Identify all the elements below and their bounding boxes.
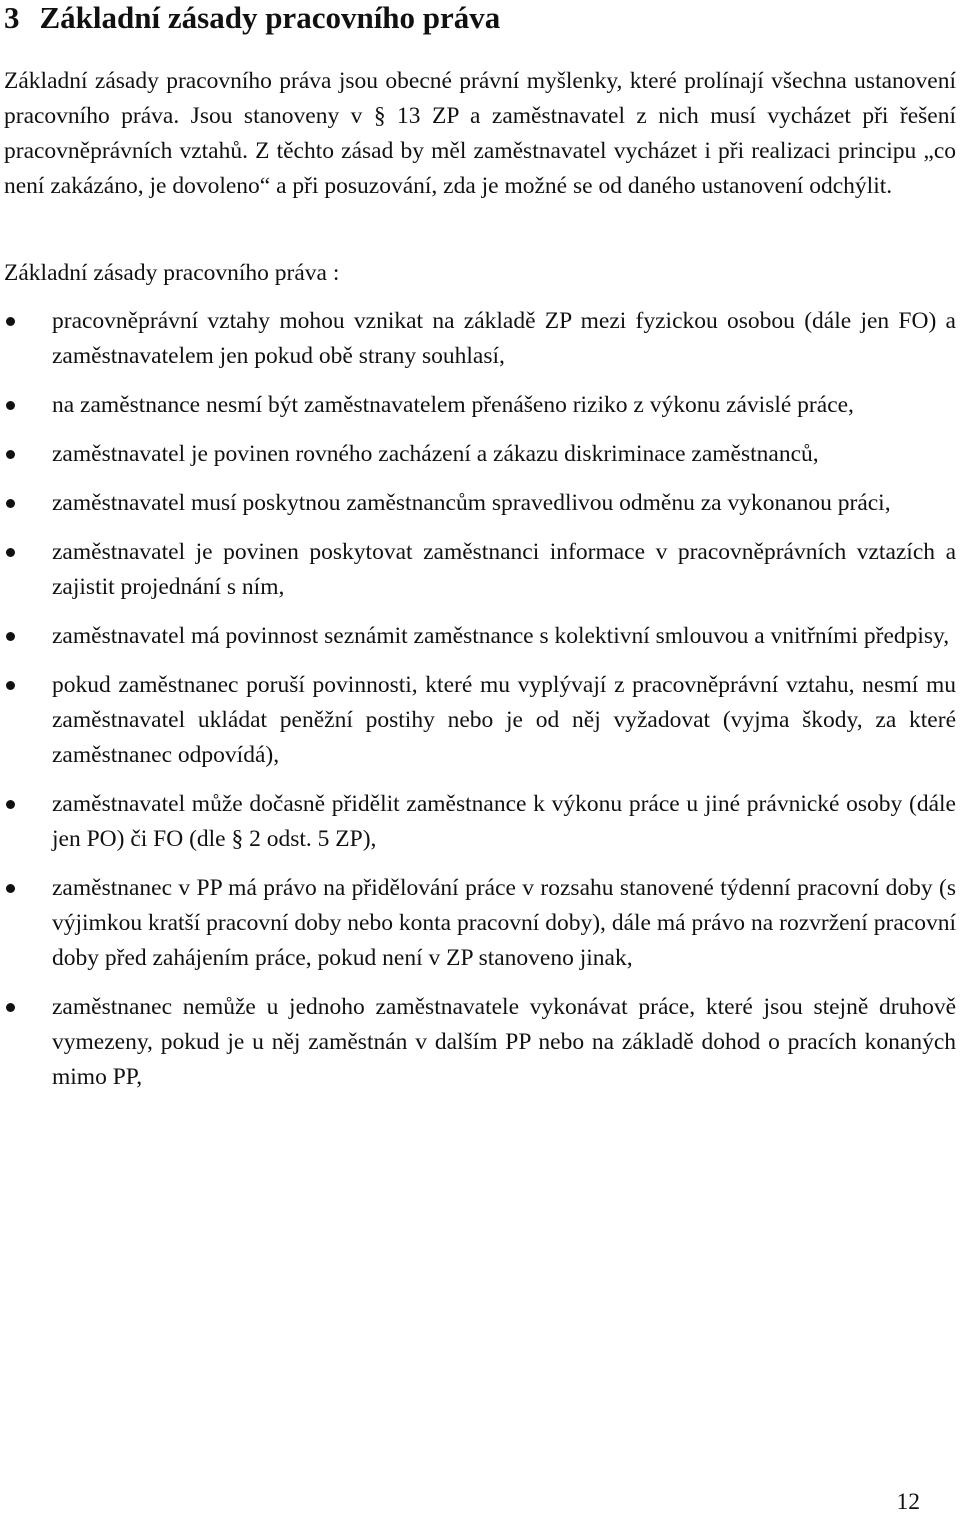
- list-item-text: zaměstnavatel má povinnost seznámit zaměstnance s kolektivní smlouvou a vnitřními předpisy,: [52, 623, 950, 649]
- list-item-text: pokud zaměstnanec poruší povinnosti, které mu vyplývají z pracovněprávní vztahu, nesmí mu zaměstnavatel ukládat peněžní postihy nebo je od něj vyžadovat (vyjma škody, za které zaměstnanec odpovídá),: [52, 672, 956, 768]
- page-number: 12: [896, 1489, 920, 1515]
- section-heading: [4, 0, 500, 36]
- bullet-icon: [6, 450, 15, 459]
- list-item: [0, 486, 956, 521]
- bullet-icon: [6, 681, 15, 690]
- list-item-text: zaměstnavatel musí poskytnou zaměstnancům spravedlivou odměnu za vykonanou práci,: [52, 490, 891, 516]
- list-item: [0, 437, 956, 472]
- bullet-icon: [6, 548, 15, 557]
- list-item-text: zaměstnanec nemůže u jednoho zaměstnavatele vykonávat práce, které jsou stejně druhově vymezeny, pokud je u něj zaměstnán v dalším PP nebo na základě dohod o pracích konaných mimo PP,: [52, 994, 956, 1090]
- principles-list: [0, 304, 960, 1095]
- bullet-icon: [6, 632, 15, 641]
- bullet-icon: [6, 1003, 15, 1012]
- list-item-text: zaměstnavatel je povinen rovného zacházení a zákazu diskriminace zaměstnanců,: [52, 441, 819, 467]
- list-lead-text: Základní zásady pracovního práva :: [4, 260, 340, 286]
- bullet-icon: [6, 800, 15, 809]
- list-item: [0, 619, 956, 654]
- section-number: 3: [4, 0, 20, 35]
- list-item-text: pracovněprávní vztahy mohou vznikat na základě ZP mezi fyzickou osobou (dále jen FO) a zaměstnavatelem jen pokud obě strany souhlasí,: [52, 308, 956, 369]
- list-item: [0, 990, 956, 1095]
- list-item: [0, 304, 956, 374]
- bullet-icon: [6, 499, 15, 508]
- intro-paragraph: Základní zásady pracovního práva jsou obecné právní myšlenky, které prolínají všechna ustanovení pracovního práva. Jsou stanoveny v § 13 ZP a zaměstnavatel z nich musí vycházet při řešení pracovněprávních vztahů. Z těchto zásad by měl zaměstnavatel vycházet i při realizaci principu „co není zakázáno, je dovoleno“ a při posuzování, zda je možné se od daného ustanovení odchýlit.: [4, 68, 956, 199]
- section-title: Základní zásady pracovního práva: [39, 0, 501, 35]
- list-item: [0, 668, 956, 773]
- list-item: [0, 787, 956, 857]
- list-item-text: na zaměstnance nesmí být zaměstnavatelem přenášeno riziko z výkonu závislé práce,: [52, 392, 854, 418]
- list-item: [0, 535, 956, 605]
- list-item-text: zaměstnanec v PP má právo na přidělování práce v rozsahu stanovené týdenní pracovní doby (s výjimkou kratší pracovní doby nebo konta pracovní doby), dále má právo na rozvržení pracovní doby před zahájením práce, pokud není v ZP stanoveno jinak,: [52, 875, 956, 971]
- list-item: [0, 871, 956, 976]
- bullet-icon: [6, 884, 15, 893]
- bullet-icon: [6, 401, 15, 410]
- bullet-icon: [6, 317, 15, 326]
- list-item: [0, 388, 956, 423]
- list-item-text: zaměstnavatel je povinen poskytovat zaměstnanci informace v pracovněprávních vztazích a zajistit projednání s ním,: [52, 539, 956, 600]
- list-item-text: zaměstnavatel může dočasně přidělit zaměstnance k výkonu práce u jiné právnické osoby (dále jen PO) či FO (dle § 2 odst. 5 ZP),: [52, 791, 956, 852]
